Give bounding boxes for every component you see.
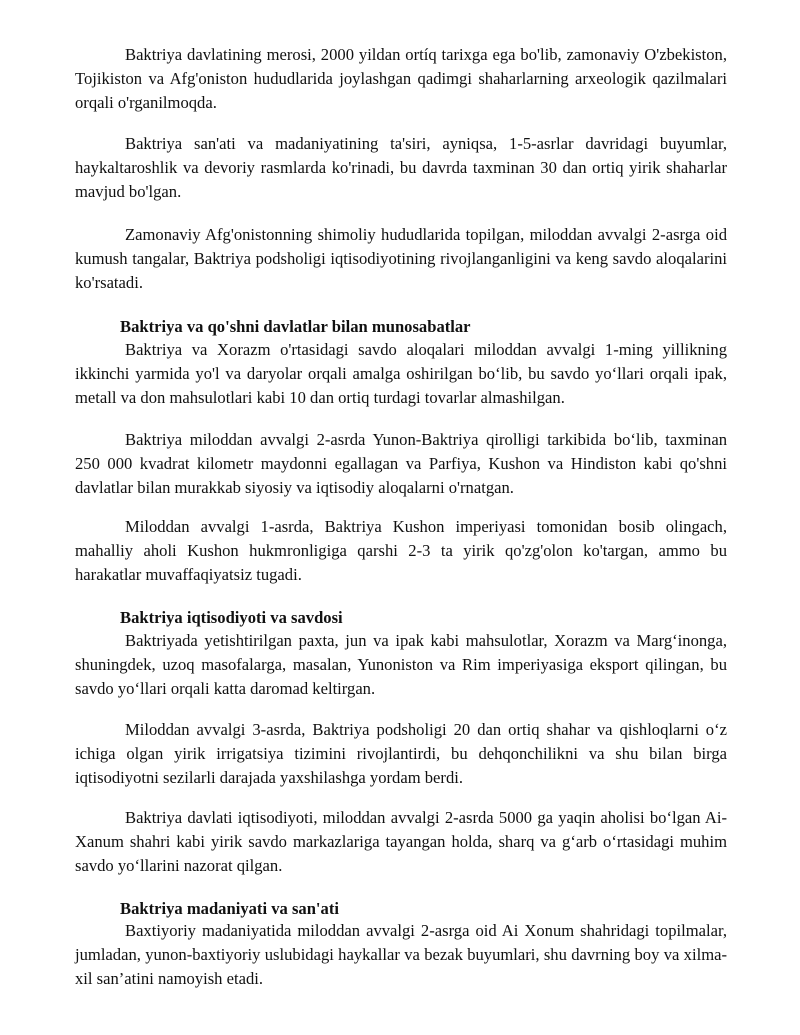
section-heading-economy: Baktriya iqtisodiyoti va savdosi — [120, 608, 343, 627]
intro-paragraph-3: Zamonaviy Afg'onistonning shimoliy hududlarida topilgan, miloddan avvalgi 2-asrga oid kumush tangalar, Baktriya podsholigi iqtisodiyotining rivojlanganligini va keng savdo aloqalarini ko'rsatadi. — [75, 225, 727, 293]
relations-paragraph-1: Baktriya va Xorazm o'rtasidagi savdo aloqalari miloddan avvalgi 1-ming yillikning ikkinchi yarmida yo'l va daryolar orqali amalga oshirilgan bo‘lib, bu savdo yo‘llari orqali ipak, metall va don mahsulotlari kabi 10 dan ortiq turdagi tovarlar almashilgan. — [75, 340, 727, 408]
section-heading-relations: Baktriya va qo'shni davlatlar bilan munosabatlar — [120, 317, 471, 336]
intro-paragraph-2: Baktriya san'ati va madaniyatining ta'siri, ayniqsa, 1-5-asrlar davridagi buyumlar, haykaltaroshlik va devoriy rasmlarda ko'rinadi, bu davrda taxminan 30 dan ortiq yirik shaharlar mavjud bo'lgan. — [75, 134, 727, 202]
economy-paragraph-1: Baktriyada yetishtirilgan paxta, jun va ipak kabi mahsulotlar, Xorazm va Marg‘inonga, shuningdek, uzoq masofalarga, masalan, Yunoniston va Rim imperiyasiga eksport qilingan, bu savdo yo‘llari orqali katta daromad keltirgan. — [75, 631, 727, 699]
economy-paragraph-2: Miloddan avvalgi 3-asrda, Baktriya podsholigi 20 dan ortiq shahar va qishloqlarni o‘z ichiga olgan yirik irrigatsiya tizimini rivojlantirdi, bu dehqonchilikni va shu bilan birga iqtisodiyotni sezilarli darajada yaxshilashga yordam berdi. — [75, 720, 727, 788]
intro-paragraph-1: Baktriya davlatining merosi, 2000 yildan ortíq tarixga ega bo'lib, zamonaviy O'zbekiston, Tojikiston va Afg'oniston hududlarida joylashgan qadimgi shaharlarning arxeologik qazilmalari orqali o'rganilmoqda. — [75, 45, 727, 113]
culture-paragraph-1: Baxtiyoriy madaniyatida miloddan avvalgi 2-asrga oid Ai Xonum shahridagi topilmalar, jumladan, yunon-baxtiyoriy uslubidagi haykallar va bezak buyumlari, shu davrning boy va xilma-xil san’atini namoyish etadi. — [75, 921, 727, 989]
relations-paragraph-3: Miloddan avvalgi 1-asrda, Baktriya Kushon imperiyasi tomonidan bosib olingach, mahalliy aholi Kushon hukmronligiga qarshi 2-3 ta yirik qo'zg'olon ko'targan, ammo bu harakatlar muvaffaqiyatsiz tugadi. — [75, 517, 727, 585]
economy-paragraph-3: Baktriya davlati iqtisodiyoti, miloddan avvalgi 2-asrda 5000 ga yaqin aholisi bo‘lgan Ai-Xanum shahri kabi yirik savdo markazlariga tayangan holda, sharq va g‘arb o‘rtasidagi muhim savdo yo‘llarini nazorat qilgan. — [75, 808, 727, 876]
section-heading-culture: Baktriya madaniyati va san'ati — [120, 899, 339, 918]
relations-paragraph-2: Baktriya miloddan avvalgi 2-asrda Yunon-Baktriya qirolligi tarkibida bo‘lib, taxminan 250 000 kvadrat kilometr maydonni egallagan va Parfiya, Kushon va Hindiston kabi qo'shni davlatlar bilan murakkab siyosiy va iqtisodiy aloqalarni o'rnatgan. — [75, 430, 727, 498]
